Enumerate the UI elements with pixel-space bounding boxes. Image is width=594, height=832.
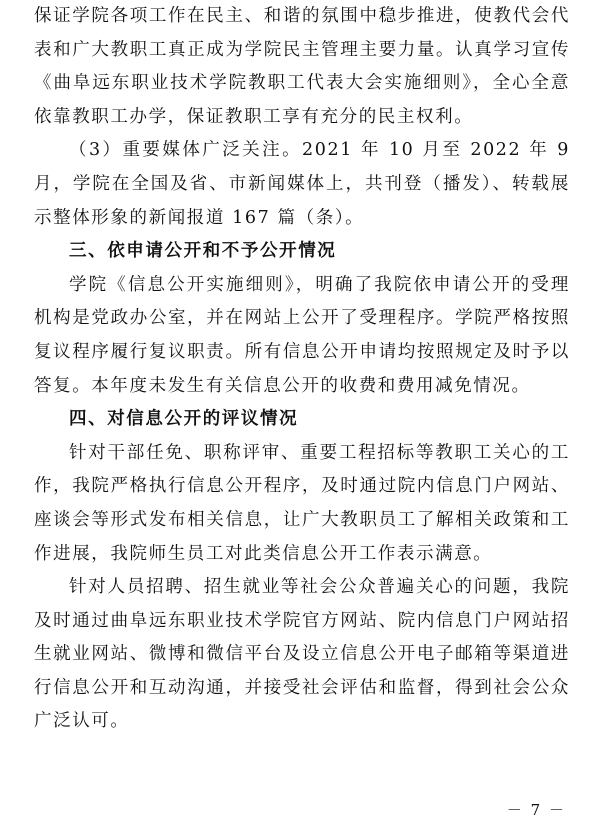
document-body [34, 0, 570, 739]
paragraph-application-disclosure: 学院《信息公开实施细则》，明确了我院依申请公开的受理机构是党政办公室，并在网站上公开了受理程序。学院严格按照复议程序履行复议职责。所有信息公开申请均按照规定及时予以答复。本年度未发生有关信息公开的收费和费用减免情况。 [34, 274, 570, 396]
section-heading-disclosure-evaluation: 四、对信息公开的评议情况 [69, 409, 299, 430]
section-heading-application-disclosure: 三、依申请公开和不予公开情况 [69, 241, 337, 262]
paragraph-staff-evaluation: 针对干部任免、职称评审、重要工程招标等教职工关心的工作，我院严格执行信息公开程序，及时通过院内信息门户网站、座谈会等形式发布相关信息，让广大教职员工了解相关政策和工作进展，我院师生员工对此类信息公开工作表示满意。 [34, 442, 570, 564]
page-number: － 7 － [506, 801, 566, 819]
paragraph-democratic-management: 保证学院各项工作在民主、和谐的氛围中稳步推进，使教代会代表和广大教职工真正成为学院民主管理主要力量。认真学习宣传《曲阜远东职业技术学院教职工代表大会实施细则》，全心全意依靠教职工办学，保证教职工享有充分的民主权利。 [34, 6, 570, 127]
paragraph-public-evaluation: 针对人员招聘、招生就业等社会公众普遍关心的问题，我院及时通过曲阜远东职业技术学院官方网站、院内信息门户网站招生就业网站、微博和微信平台及设立信息公开电子邮箱等渠道进行信息公开和互动沟通，并接受社会评估和监督，得到社会公众广泛认可。 [34, 577, 570, 732]
paragraph-media-coverage: （3）重要媒体广泛关注。2021 年 10 月至 2022 年 9 月，学院在全国及省、市新闻媒体上，共刊登（播发）、转载展示整体形象的新闻报道 167 篇（条）。 [34, 140, 570, 228]
